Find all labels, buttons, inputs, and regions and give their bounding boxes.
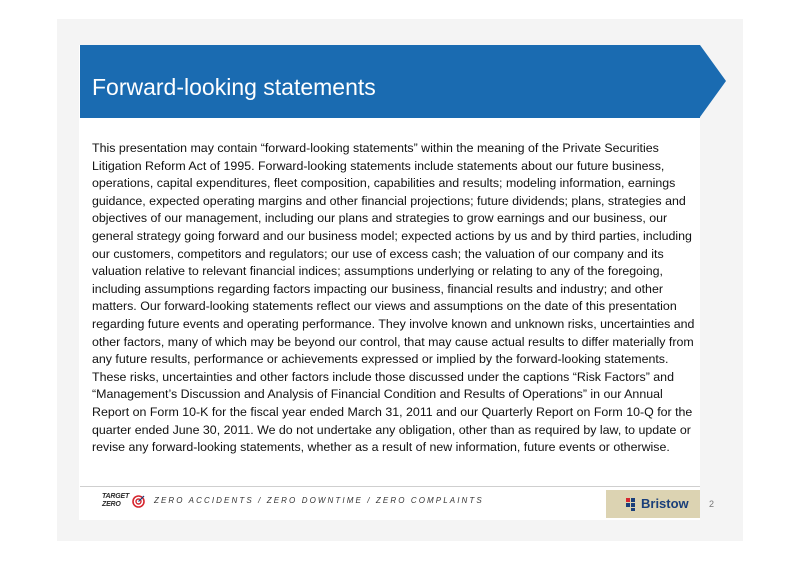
logo-line-2: ZERO: [102, 501, 121, 508]
footer-divider: [80, 486, 700, 487]
target-icon: [132, 495, 145, 508]
bristow-logo: [606, 490, 700, 518]
body-paragraph: This presentation may contain “forward-looking statements” within the meaning of the Private Securities Litigation Reform Act of 1995. Forward-looking statements include statements about our future business, operations, capital expenditures, fleet composition, capabilities and results; modeling information, earnings guidance, expected operating margins and other financial projections; future dividends; plans, strategies and objectives of our management, including our plans and strategies to grow earnings and our business, our general strategy going forward and our business model; expected actions by us and by third parties, including our customers, competitors and regulators; our use of excess cash; the valuation of our company and its valuation relative to relevant financial indices; assumptions underlying or relating to any of the foregoing, including assumptions regarding factors impacting our business, financial results and industry; and other matters. Our forward-looking statements reflect our views and assumptions on the date of this presentation regarding future events and operating performance. They involve known and unknown risks, uncertainties and other factors, many of which may be beyond our control, that may cause actual results to differ materially from any future results, performance or achievements expressed or implied by the forward-looking statements. These risks, uncertainties and other factors include those discussed under the captions “Risk Factors” and “Management’s Discussion and Analysis of Financial Condition and Results of Operations” in our Annual Report on Form 10-K for the fiscal year ended March 31, 2011 and our Quarterly Report on Form 10-Q for the quarter ended June 30, 2011. We do not undertake any obligation, other than as required by law, to update or revise any forward-looking statements, whether as a result of new information, future events or otherwise.: [92, 141, 695, 455]
footer-tagline: ZERO ACCIDENTS / ZERO DOWNTIME / ZERO COMPLAINTS: [154, 496, 484, 505]
logo-line-1: TARGET: [102, 493, 130, 500]
target-zero-logo: [102, 493, 150, 511]
logo-text: [102, 493, 129, 509]
bristow-mark-icon: [624, 496, 640, 512]
title-bar-notch: [700, 45, 726, 118]
brand-name: Bristow: [641, 496, 689, 511]
page-number: 2: [709, 499, 715, 509]
slide-title: Forward-looking statements: [92, 74, 376, 100]
